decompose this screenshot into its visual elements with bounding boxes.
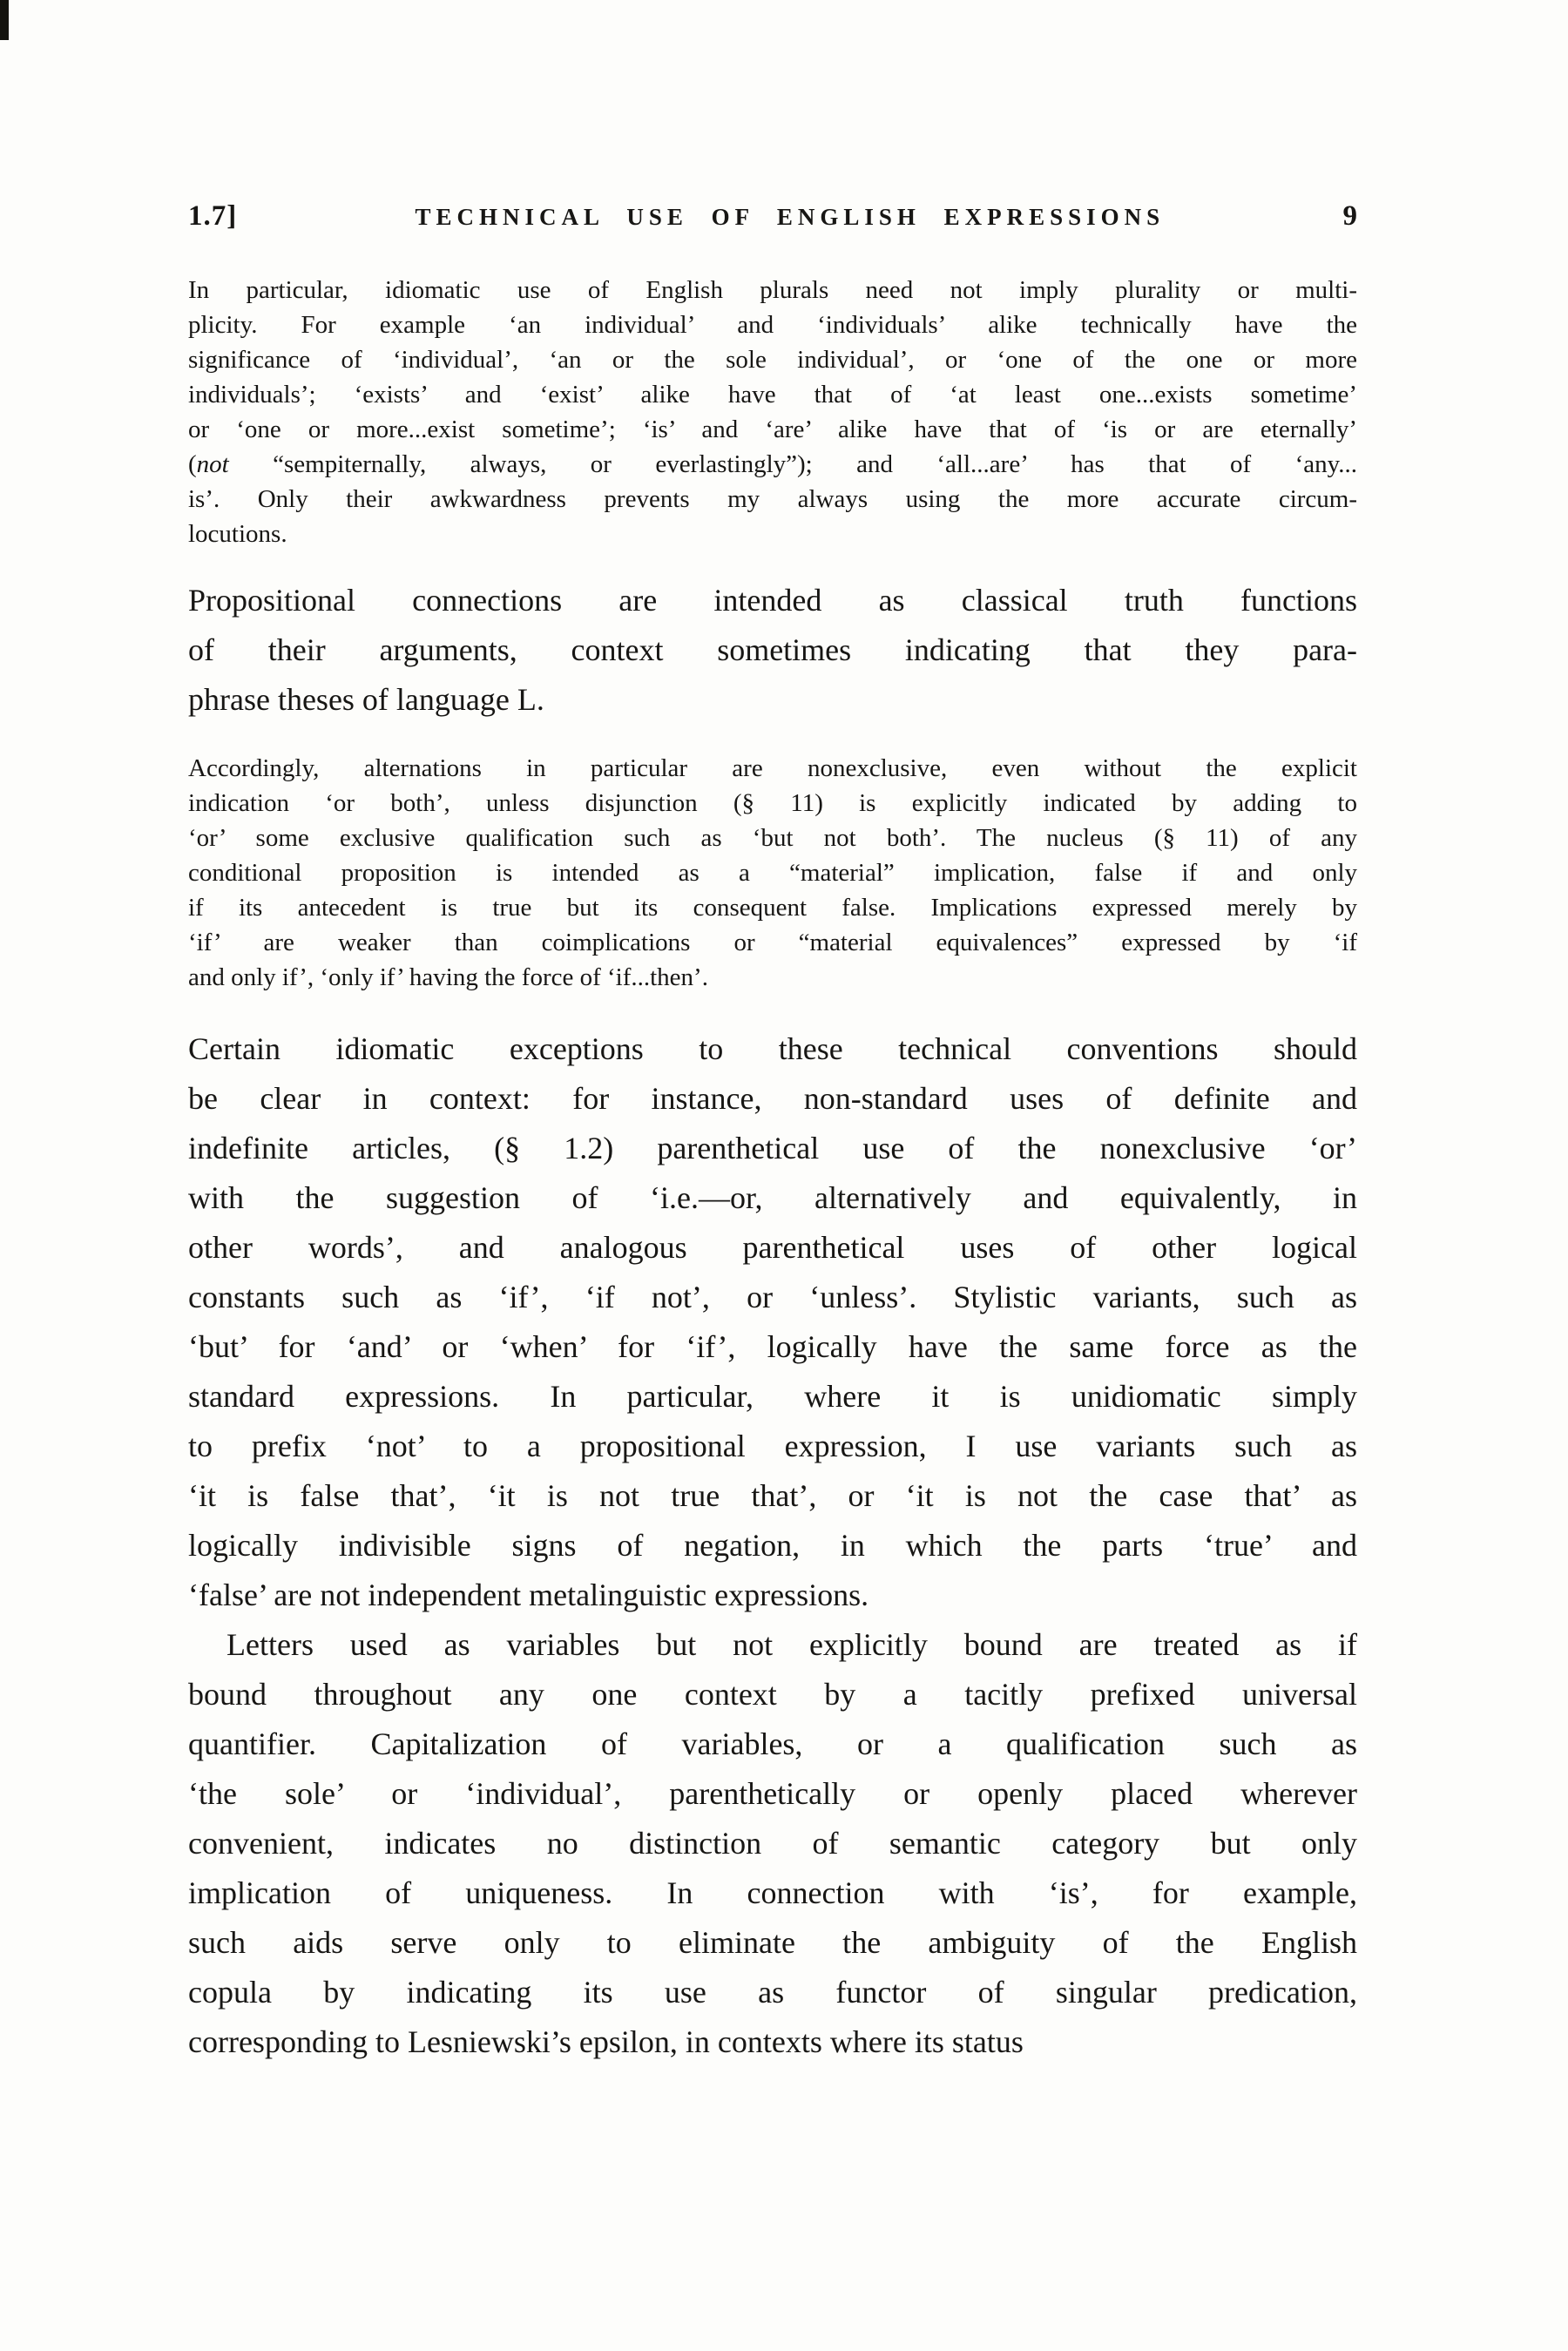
text-line: Propositional connections are intended as classical truth functions — [188, 583, 1357, 618]
text-line: individuals’; ‘exists’ and ‘exist’ alike have that of ‘at least one...exists sometime’ — [188, 381, 1357, 409]
text-line: such aids serve only to eliminate the ambiguity of the English — [188, 1925, 1357, 1960]
text-line: indefinite articles, (§ 1.2) parenthetical use of the nonexclusive ‘or’ — [188, 1131, 1357, 1165]
text-line: quantifier. Capitalization of variables, or a qualification such as — [188, 1726, 1357, 1761]
text-line: ‘if’ are weaker than coimplications or “material equivalences” expressed by ‘if — [188, 929, 1357, 956]
text-line: Accordingly, alternations in particular are nonexclusive, even without the explicit — [188, 754, 1357, 782]
section-reference: 1.7] — [188, 200, 238, 232]
text-line: corresponding to Lesniewski’s epsilon, in contexts where its status — [188, 2024, 1024, 2059]
page-header — [188, 200, 1357, 233]
text-line: logically indivisible signs of negation, in which the parts ‘true’ and — [188, 1528, 1357, 1563]
paragraph — [188, 273, 1357, 551]
text-line: plicity. For example ‘an individual’ and ‘individuals’ alike technically have the — [188, 311, 1357, 339]
text-line: if its antecedent is true but its consequent false. Implications expressed merely by — [188, 894, 1357, 922]
text-line: Letters used as variables but not explicitly bound are treated as if — [226, 1627, 1357, 1662]
text-line: other words’, and analogous parenthetical uses of other logical — [188, 1230, 1357, 1265]
text-line: with the suggestion of ‘i.e.—or, alternatively and equivalently, in — [188, 1180, 1357, 1215]
text-line: ‘false’ are not independent metalinguistic expressions. — [188, 1577, 869, 1612]
text-line: ‘the sole’ or ‘individual’, parenthetically or openly placed wherever — [188, 1776, 1357, 1811]
paragraph — [188, 751, 1357, 995]
page-number: 9 — [1342, 200, 1357, 232]
text-line: phrase theses of language L. — [188, 682, 544, 717]
text-line: Certain idiomatic exceptions to these technical conventions should — [188, 1031, 1357, 1066]
text-line: convenient, indicates no distinction of semantic category but only — [188, 1826, 1357, 1861]
text-line: bound throughout any one context by a tacitly prefixed universal — [188, 1677, 1357, 1712]
running-title: TECHNICAL USE OF ENGLISH EXPRESSIONS — [415, 204, 1166, 230]
page-body — [188, 273, 1357, 2067]
text-line: be clear in context: for instance, non-standard uses of definite and — [188, 1081, 1357, 1116]
scan-artifact — [0, 0, 9, 40]
text-line: (not “sempiternally, always, or everlastingly”); and ‘all...are’ has that of ‘any... — [188, 450, 1357, 478]
text-line: copula by indicating its use as functor of singular predication, — [188, 1975, 1357, 2010]
text-line: indication ‘or both’, unless disjunction (§ 11) is explicitly indicated by adding to — [188, 789, 1357, 817]
text-line: and only if’, ‘only if’ having the force of ‘if...then’. — [188, 963, 708, 991]
paragraph — [188, 576, 1357, 725]
text-line: constants such as ‘if’, ‘if not’, or ‘unless’. Stylistic variants, such as — [188, 1280, 1357, 1314]
text-line: standard expressions. In particular, where it is unidiomatic simply — [188, 1379, 1357, 1414]
text-line: locutions. — [188, 520, 287, 548]
text-line: significance of ‘individual’, ‘an or the sole individual’, or ‘one of the one or more — [188, 346, 1357, 374]
text-line: to prefix ‘not’ to a propositional expression, I use variants such as — [188, 1429, 1357, 1463]
text-line: or ‘one or more...exist sometime’; ‘is’ and ‘are’ alike have that of ‘is or are eternally’ — [188, 415, 1357, 443]
text-line: implication of uniqueness. In connection with ‘is’, for example, — [188, 1875, 1357, 1910]
text-line: of their arguments, context sometimes indicating that they para- — [188, 632, 1357, 667]
page-content — [188, 200, 1357, 2067]
text-line: ‘or’ some exclusive qualification such as ‘but not both’. The nucleus (§ 11) of any — [188, 824, 1357, 852]
paragraph — [188, 1024, 1357, 1620]
text-line: conditional proposition is intended as a “material” implication, false if and only — [188, 859, 1357, 887]
text-line: is’. Only their awkwardness prevents my always using the more accurate circum- — [188, 485, 1357, 513]
text-line: In particular, idiomatic use of English plurals need not imply plurality or multi- — [188, 276, 1357, 304]
paragraph — [188, 1620, 1357, 2067]
text-line: ‘it is false that’, ‘it is not true that’, or ‘it is not the case that’ as — [188, 1478, 1357, 1513]
text-line: ‘but’ for ‘and’ or ‘when’ for ‘if’, logically have the same force as the — [188, 1329, 1357, 1364]
